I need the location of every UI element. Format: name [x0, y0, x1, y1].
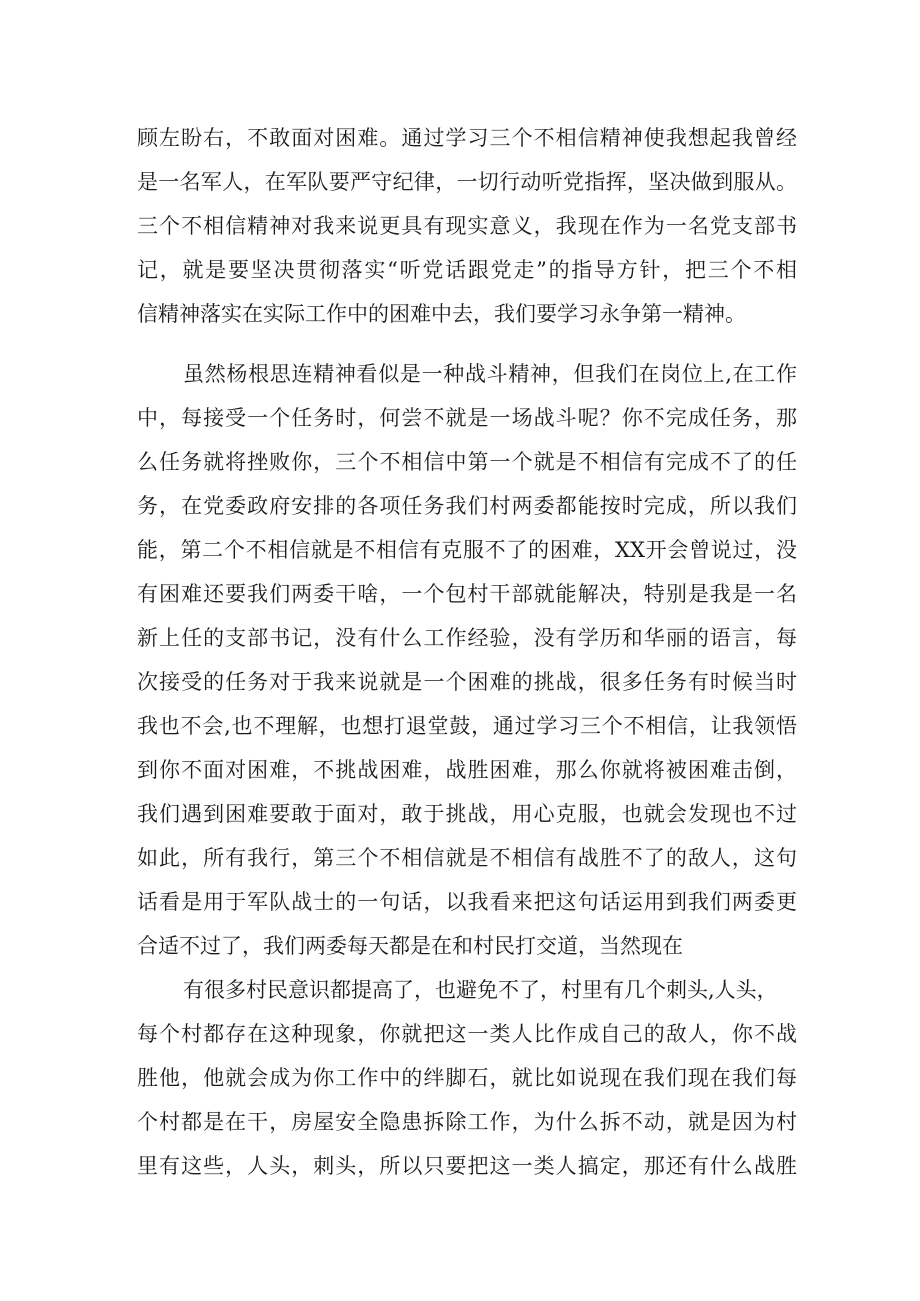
text-line: 三个不相信精神对我来说更具有现实意义，我现在作为一名党支部书: [137, 214, 797, 238]
text-line: 次接受的任务对于我来说就是一个困难的挑战，很多任务有时候当时: [137, 670, 797, 694]
text-line: 能，第二个不相信就是不相信有克服不了的困难，XX开会曾说过，没: [137, 538, 797, 562]
text-line: 中，每接受一个任务时，何尝不就是一场战斗呢？你不完成任务，那: [137, 406, 797, 430]
text-line: 顾左盼右，不敢面对困难。通过学习三个不相信精神使我想起我曾经: [137, 126, 797, 150]
text-line: 虽然杨根思连精神看似是一种战斗精神，但我们在岗位上,在工作: [183, 362, 797, 386]
text-line: 个村都是在干，房屋安全隐患拆除工作，为什么拆不动，就是因为村: [137, 1110, 797, 1134]
text-line: 到你不面对困难，不挑战困难，战胜困难，那么你就将被困难击倒，: [137, 758, 797, 782]
text-line: 每个村都存在这种现象，你就把这一类人比作成自己的敌人，你不战: [137, 1022, 797, 1046]
text-line: 有很多村民意识都提高了，也避免不了，村里有几个刺头,人头，: [183, 978, 778, 1002]
text-line: 务，在党委政府安排的各项任务我们村两委都能按时完成，所以我们: [137, 494, 797, 518]
text-line: 有困难还要我们两委干啥，一个包村干部就能解决，特别是我是一名: [137, 582, 797, 606]
paragraph-3: [137, 968, 797, 1188]
text-line: 信精神落实在实际工作中的困难中去，我们要学习永争第一精神。: [137, 302, 746, 326]
text-line: 合适不过了，我们两委每天都是在和村民打交道，当然现在: [137, 934, 683, 958]
text-line: 记，就是要坚决贯彻落实“听党话跟党走”的指导方针，把三个不相: [137, 258, 797, 282]
paragraph-1: [137, 116, 797, 336]
text-line: 新上任的支部书记，没有什么工作经验，没有学历和华丽的语言，每: [137, 626, 797, 650]
text-line: 里有这些，人头，刺头，所以只要把这一类人搞定，那还有什么战胜: [137, 1154, 797, 1178]
text-line: 如此，所有我行，第三个不相信就是不相信有战胜不了的敌人，这句: [137, 846, 797, 870]
text-line: 我们遇到困难要敢于面对，敢于挑战，用心克服，也就会发现也不过: [137, 802, 797, 826]
text-line: 么任务就将挫败你，三个不相信中第一个就是不相信有完成不了的任: [137, 450, 797, 474]
text-line: 话看是用于军队战士的一句话，以我看来把这句话运用到我们两委更: [137, 890, 797, 914]
paragraph-2: [137, 352, 797, 968]
paragraph-gap: [137, 336, 797, 352]
text-line: 我也不会,也不理解，也想打退堂鼓，通过学习三个不相信，让我领悟: [137, 714, 797, 738]
text-line: 是一名军人，在军队要严守纪律，一切行动听党指挥，坚决做到服从。: [137, 170, 797, 194]
document-body: [137, 116, 797, 1188]
text-line: 胜他，他就会成为你工作中的绊脚石，就比如说现在我们现在我们每: [137, 1066, 797, 1090]
